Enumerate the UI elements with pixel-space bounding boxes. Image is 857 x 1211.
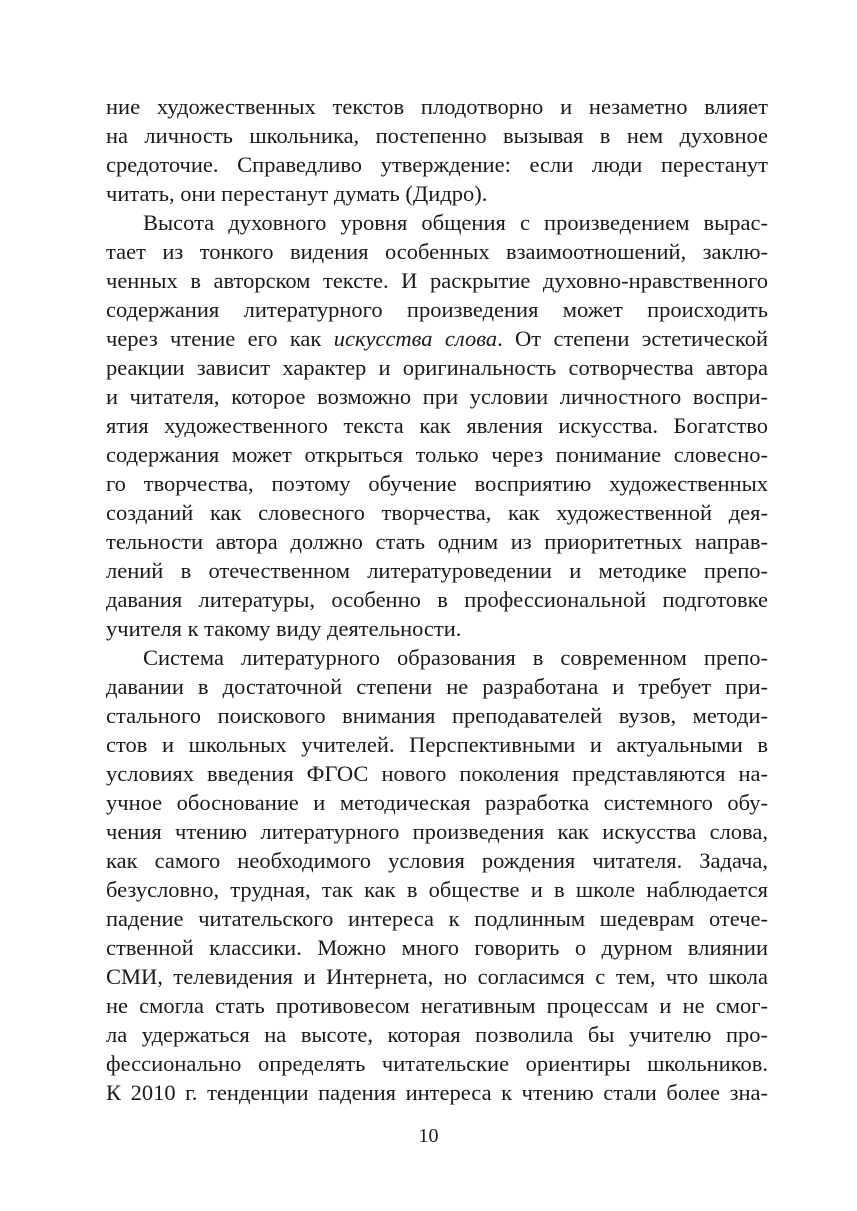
text-line: фессионально определять читательские ориентиры школьников. — [106, 1051, 768, 1076]
text-line: условиях введения ФГОС нового поколения представляются на- — [106, 761, 768, 786]
text-line: и читателя, которое возможно при условии личностного воспри- — [106, 384, 768, 409]
text-line: ятия художественного текста как явления искусства. Богатство — [106, 413, 768, 438]
text-line: ние художественных текстов плодотворно и незаметно влияет — [106, 94, 768, 119]
text-line: реакции зависит характер и оригинальность сотворчества автора — [106, 355, 768, 380]
text-line: ственной классики. Можно много говорить о дурном влиянии — [106, 935, 768, 960]
page-body — [106, 92, 768, 1107]
text-line: го творчества, поэтому обучение восприятию художественных — [106, 471, 768, 496]
text-line: содержания литературного произведения может происходить — [106, 297, 768, 322]
text-line: давании в достаточной степени не разработана и требует при- — [106, 674, 768, 699]
text-line: стального поискового внимания преподавателей вузов, методи- — [106, 703, 768, 728]
text-line: давания литературы, особенно в профессиональной подготовке — [106, 587, 768, 612]
text-line: чения чтению литературного произведения как искусства слова, — [106, 819, 768, 844]
text-line: лений в отечественном литературоведении и методике препо- — [106, 558, 768, 583]
paragraph-1 — [106, 92, 768, 208]
text-line: созданий как словесного творчества, как художественной дея- — [106, 500, 768, 525]
text-line: читать, они перестанут думать (Дидро). — [106, 181, 488, 206]
text-line: стов и школьных учителей. Перспективными и актуальными в — [106, 732, 768, 757]
text-line: учное обоснование и методическая разработка системного обу- — [106, 790, 768, 815]
paragraph-2 — [106, 208, 768, 643]
text-line: К 2010 г. тенденции падения интереса к чтению стали более зна- — [106, 1080, 768, 1105]
text-line: учителя к такому виду деятельности. — [106, 616, 462, 641]
text-line: содержания может открыться только через понимание словесно- — [106, 442, 768, 467]
text-line: тает из тонкого видения особенных взаимоотношений, заклю- — [106, 239, 768, 264]
text-line: безусловно, трудная, так как в обществе и в школе наблюдается — [106, 877, 768, 902]
text-line — [106, 324, 768, 353]
paragraph-3 — [106, 643, 768, 1107]
text-run: . От степени эстетической — [497, 326, 768, 351]
italic-term: искусства слова — [333, 326, 498, 351]
text-line: падение читательского интереса к подлинным шедеврам отече- — [106, 906, 768, 931]
text-line: средоточие. Справедливо утверждение: если люди перестанут — [106, 152, 768, 177]
text-line: СМИ, телевидения и Интернета, но согласимся с тем, что школа — [106, 964, 768, 989]
page-number: 10 — [418, 1125, 439, 1147]
text-line: Высота духовного уровня общения с произведением вырас- — [143, 210, 768, 235]
text-run: через чтение его как — [106, 326, 334, 351]
text-line: тельности автора должно стать одним из приоритетных направ- — [106, 529, 768, 554]
text-line: как самого необходимого условия рождения читателя. Задача, — [106, 848, 768, 873]
text-line: не смогла стать противовесом негативным процессам и не смог- — [106, 993, 768, 1018]
text-line: ла удержаться на высоте, которая позволила бы учителю про- — [106, 1022, 768, 1047]
text-line: на личность школьника, постепенно вызывая в нем духовное — [106, 123, 768, 148]
text-line: ченных в авторском тексте. И раскрытие духовно-нравственного — [106, 268, 768, 293]
text-line: Система литературного образования в современном препо- — [143, 645, 768, 670]
